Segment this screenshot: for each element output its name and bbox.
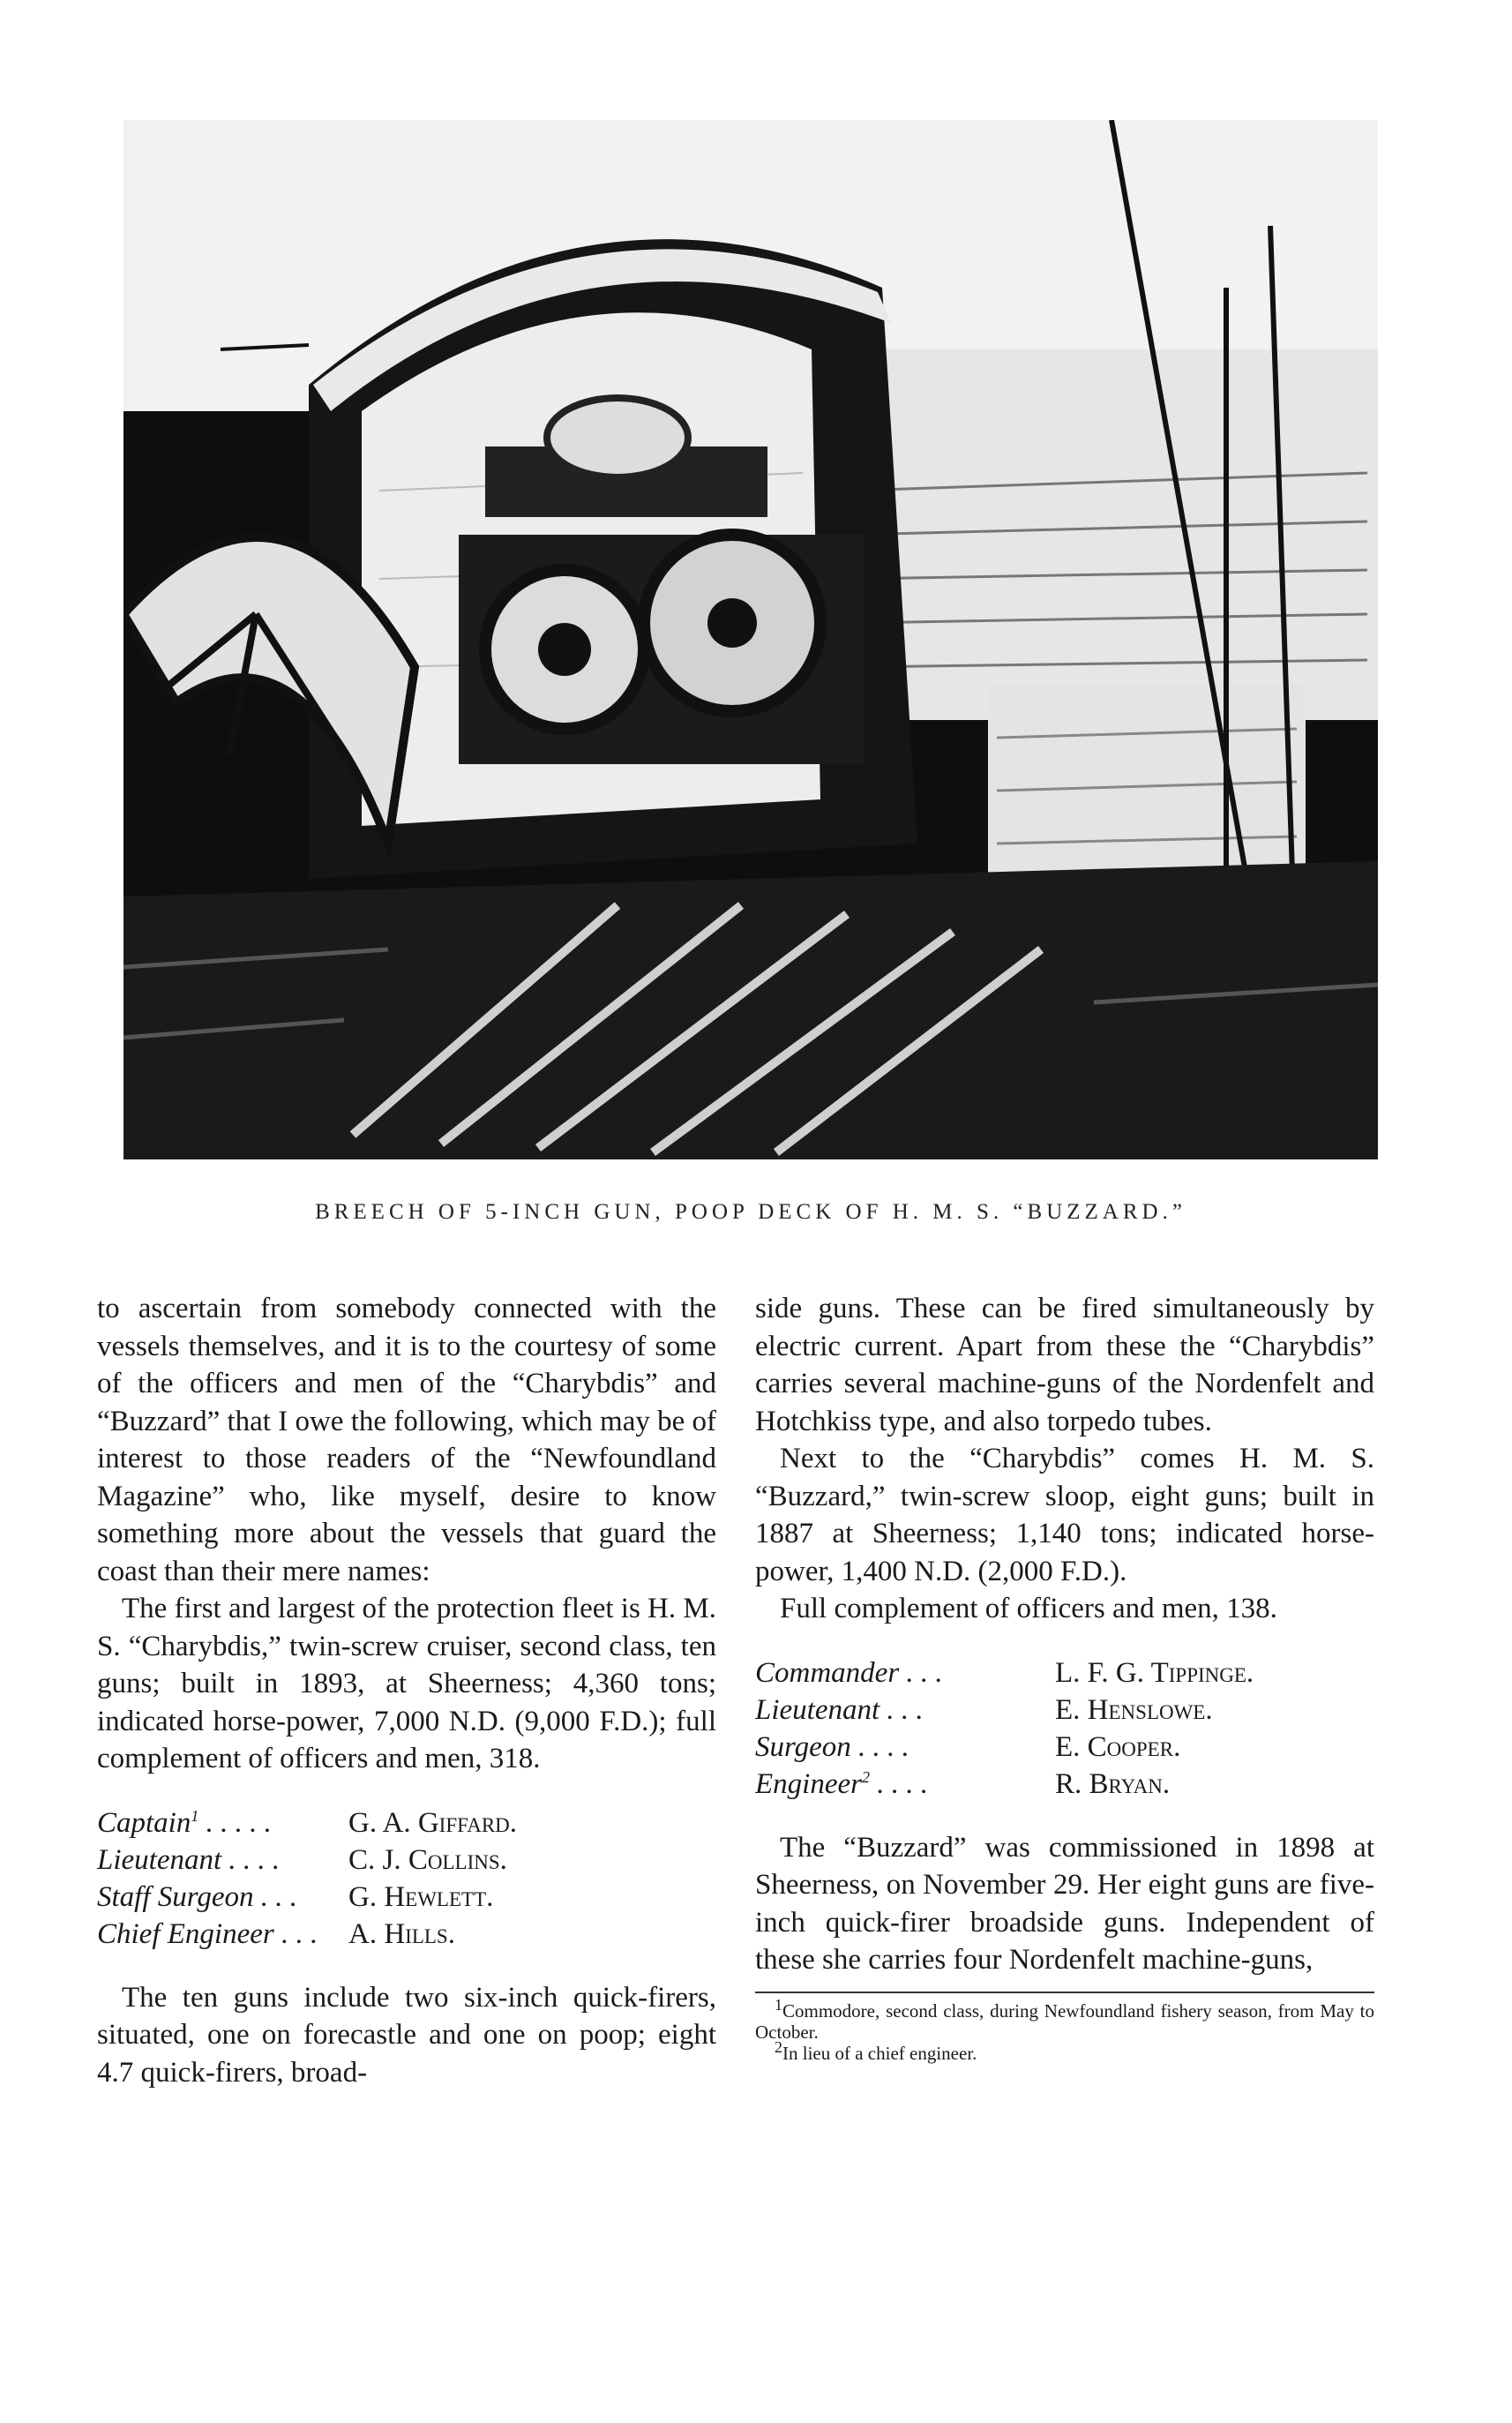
right-para-3: Full complement of officers and men, 138. — [780, 1593, 1277, 1624]
footnote-1 — [755, 1995, 1374, 2043]
charybdis-officers-table — [97, 1804, 716, 1953]
photo-illustration — [124, 120, 1378, 1159]
officer-row — [755, 1766, 1374, 1803]
officer-role: Chief Engineer — [97, 1917, 274, 1950]
officer-role: Commander — [755, 1656, 900, 1689]
officer-name: E. Henslowe. — [1055, 1693, 1213, 1726]
officer-name: E. Cooper. — [1055, 1730, 1181, 1763]
officer-role: Surgeon — [755, 1730, 851, 1763]
left-column — [97, 1290, 716, 2091]
officer-row — [97, 1804, 716, 1842]
officer-name: G. A. Giffard. — [348, 1806, 518, 1839]
right-para-1: side guns. These can be fired simultaneously by electric current. Apart from these the “Charybdis” carries several machine-guns of the Nordenfelt and Hotchkiss type, and also torpedo tubes. — [755, 1293, 1374, 1437]
footnote-mark: 2 — [861, 1767, 870, 1786]
footnote-mark: 1 — [191, 1806, 199, 1825]
footnote-text: Commodore, second class, during Newfoundland fishery season, from May to October. — [755, 1999, 1374, 2043]
buzzard-officers-table — [755, 1654, 1374, 1803]
footnote-text: In lieu of a chief engineer. — [782, 2042, 977, 2064]
officer-row — [97, 1879, 716, 1916]
leader-dots: . . . — [260, 1880, 298, 1913]
officer-role: Engineer — [755, 1767, 862, 1800]
officer-role: Captain — [97, 1806, 191, 1839]
leader-dots: . . . — [906, 1656, 943, 1689]
right-para-4: The “Buzzard” was commissioned in 1898 at Sheerness, on November 29. Her eight guns are five-inch quick-firer broadside guns. Independent of these she carries four Nordenfelt machine-guns, — [755, 1831, 1374, 1976]
officer-role: Staff Surgeon — [97, 1880, 254, 1913]
officer-role: Lieutenant — [97, 1843, 222, 1876]
officer-row — [755, 1692, 1374, 1729]
officer-row — [755, 1729, 1374, 1766]
left-para-2: The first and largest of the protection fleet is H. M. S. “Charybdis,” twin-screw cruiser, second class, ten guns; built in 1893, at Sheerness; 4,360 tons; indicated horse-power, 7,000 N.D. (9,000 F.D.); full complement of officers and men, 318. — [97, 1593, 716, 1774]
officer-name: R. Bryan. — [1055, 1767, 1171, 1800]
officer-name: C. J. Collins. — [348, 1843, 507, 1876]
footnote-2 — [755, 2037, 1374, 2064]
footnote-mark: 1 — [775, 1995, 782, 2014]
leader-dots: . . . — [887, 1693, 924, 1726]
leader-dots: . . . . — [228, 1843, 281, 1876]
officer-row — [97, 1842, 716, 1879]
leader-dots: . . . — [281, 1917, 318, 1950]
officer-role: Lieutenant — [755, 1693, 880, 1726]
leader-dots: . . . . — [858, 1730, 909, 1763]
leader-dots: . . . . . — [206, 1806, 272, 1839]
footnote-rule — [755, 1992, 1374, 1993]
officer-name: L. F. G. Tippinge. — [1055, 1656, 1254, 1689]
officer-name: G. Hewlett. — [348, 1880, 494, 1913]
figure-caption: BREECH OF 5-INCH GUN, POOP DECK OF H. M. S. “BUZZARD.” — [315, 1200, 1186, 1224]
right-column — [755, 1290, 1374, 2064]
leader-dots: . . . . — [877, 1767, 928, 1800]
left-para-3: The ten guns include two six-inch quick-firers, situated, one on forecastle and one on poop; eight 4.7 quick-firers, broad- — [97, 1981, 716, 2089]
photo-gun-breech — [124, 120, 1378, 1159]
officer-name: A. Hills. — [348, 1917, 455, 1950]
left-para-1: to ascertain from somebody connected with the vessels themselves, and it is to the courtesy of some of the officers and men of the “Charybdis” and “Buzzard” that I owe the following, which may be of interest to those readers of the “Newfoundland Magazine” who, like myself, desire to know something more about the vessels that guard the coast than their mere names: — [97, 1293, 716, 1587]
officer-row — [97, 1916, 716, 1953]
footnote-mark: 2 — [775, 2037, 782, 2056]
right-para-2: Next to the “Charybdis” comes H. M. S. “Buzzard,” twin-screw sloop, eight guns; built in 1887 at Sheerness; 1,140 tons; indicated horse-power, 1,400 N.D. (2,000 F.D.). — [755, 1443, 1374, 1587]
officer-row — [755, 1654, 1374, 1692]
